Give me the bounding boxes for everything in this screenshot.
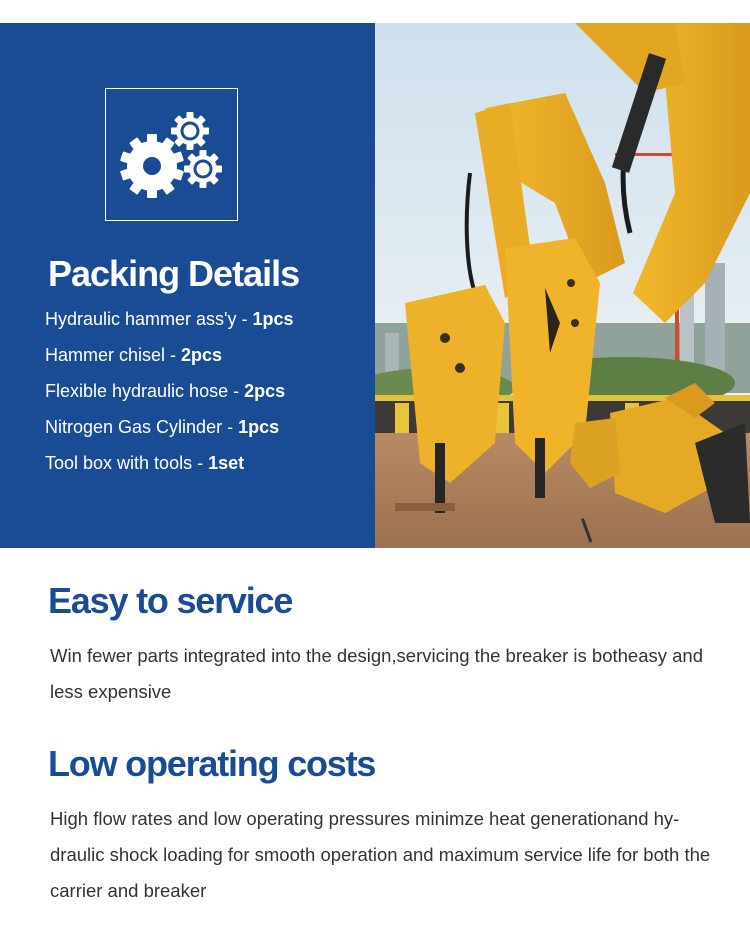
packing-item-qty: 2pcs [244,381,286,401]
costs-text: High flow rates and low operating pressures minimze heat generationand hy-draulic shock loading for smooth operation and maximum service life for both the carrier and breaker [50,808,711,901]
excavator-breaker-photo [375,23,750,548]
packing-item [45,342,294,378]
packing-item-qty: 2pcs [181,345,223,365]
packing-item-label: Nitrogen Gas Cylinder - [45,417,239,437]
packing-title: Packing Details [48,253,300,294]
packing-item [45,414,294,450]
packing-item [45,450,294,486]
packing-item-label: Hammer chisel - [45,345,182,365]
gears-icon [106,89,239,222]
gears-icon-frame [105,88,238,221]
top-strip [0,0,750,23]
packing-item-label: Flexible hydraulic hose - [45,381,245,401]
packing-item-qty: 1set [208,453,245,473]
packing-item-label: Hydraulic hammer ass'y - [45,309,253,329]
packing-panel [0,23,375,548]
costs-title: Low operating costs [48,743,376,784]
packing-list [45,306,294,486]
hero-section [0,23,750,548]
packing-item-qty: 1pcs [238,417,280,437]
packing-item-label: Tool box with tools - [45,453,209,473]
packing-item-qty: 1pcs [252,309,294,329]
packing-item [45,306,294,342]
service-title: Easy to service [48,580,293,621]
service-text: Win fewer parts integrated into the design,servicing the breaker is botheasy and less expensive [50,645,704,702]
packing-item [45,378,294,414]
